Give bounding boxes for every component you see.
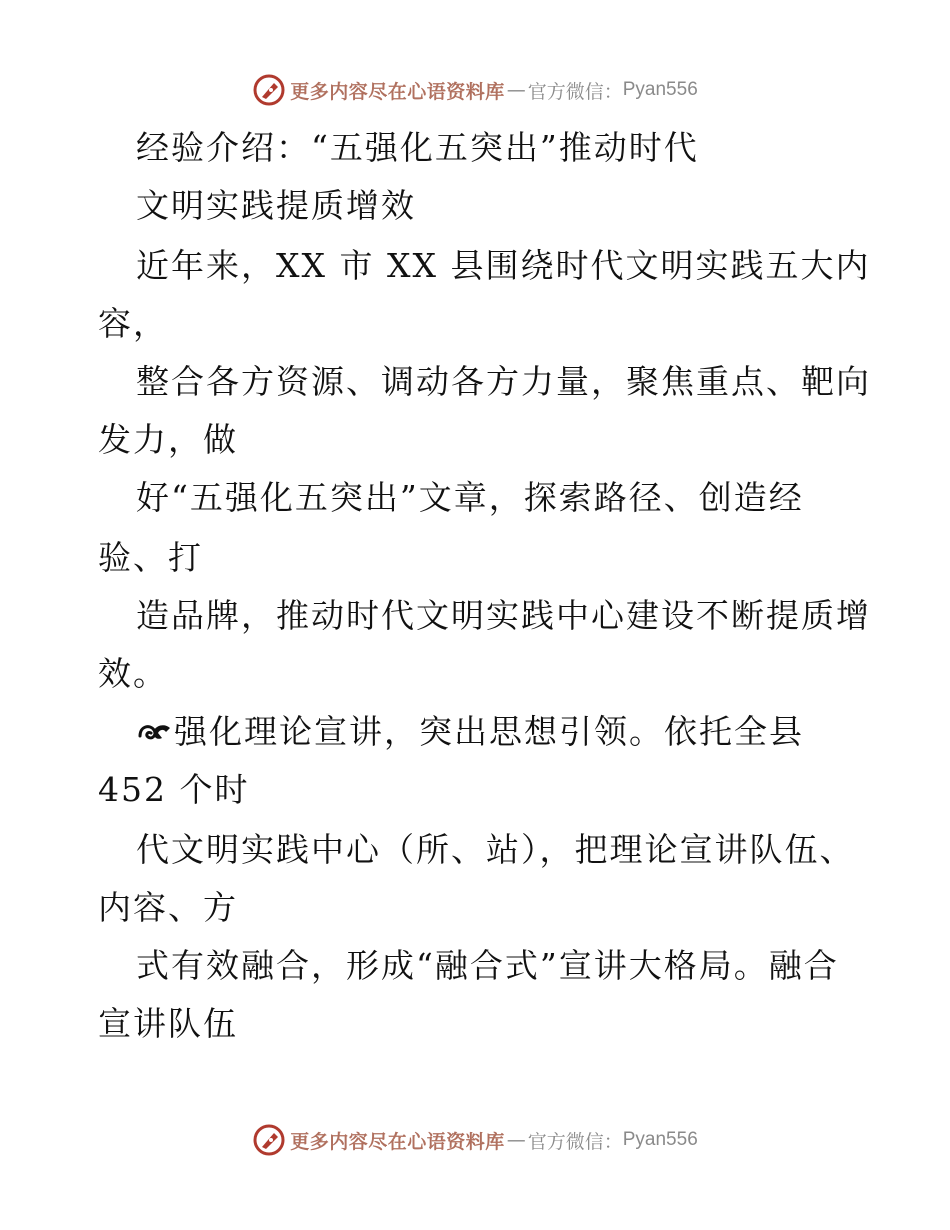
header-watermark [0, 70, 950, 110]
paragraph-line: 发力，做 [98, 420, 238, 459]
pen-nib-logo-icon [252, 73, 286, 107]
paragraph-line: 近年来，XX 市 XX 县围绕时代文明实践五大内 [136, 246, 871, 285]
watermark-site-name: 更多内容尽在心语资料库 [290, 1130, 505, 1153]
watermark-dash: — [506, 1129, 526, 1151]
footer-watermark [0, 1120, 950, 1160]
watermark-site-name: 更多内容尽在心语资料库 [290, 80, 505, 103]
ornament-bullet-icon [136, 716, 174, 746]
bullet-paragraph-text: 强化理论宣讲，突出思想引领。依托全县 [174, 712, 804, 751]
paragraph-line: 整合各方资源、调动各方力量，聚焦重点、靶向 [136, 362, 871, 401]
paragraph-line: 验、打 [98, 538, 203, 577]
paragraph-line: 造品牌，推动时代文明实践中心建设不断提质增 [136, 596, 871, 635]
paragraph-line: 452 个时 [98, 770, 250, 809]
paragraph-line: 好“五强化五突出”文章，探索路径、创造经 [136, 478, 804, 517]
pen-nib-logo-icon [252, 1123, 286, 1157]
paragraph-line: 宣讲队伍 [98, 1004, 238, 1043]
watermark-wechat-id: Pyan556 [622, 1129, 698, 1150]
paragraph-line: 容， [98, 304, 168, 343]
bullet-paragraph-line [136, 712, 804, 752]
watermark-dash: — [506, 79, 526, 101]
watermark-wechat-id: Pyan556 [622, 79, 698, 100]
paragraph-line: 内容、方 [98, 888, 238, 927]
doc-title-line-2: 文明实践提质增效 [136, 186, 416, 225]
paragraph-line: 代文明实践中心（所、站），把理论宣讲队伍、 [136, 830, 855, 869]
watermark-wechat-label: 官方微信： [527, 80, 623, 103]
watermark-wechat-label: 官方微信： [527, 1130, 623, 1153]
doc-title-line-1: 经验介绍：“五强化五突出”推动时代 [136, 128, 699, 167]
paragraph-line: 效。 [98, 654, 168, 693]
paragraph-line: 式有效融合，形成“融合式”宣讲大格局。融合 [136, 946, 839, 985]
